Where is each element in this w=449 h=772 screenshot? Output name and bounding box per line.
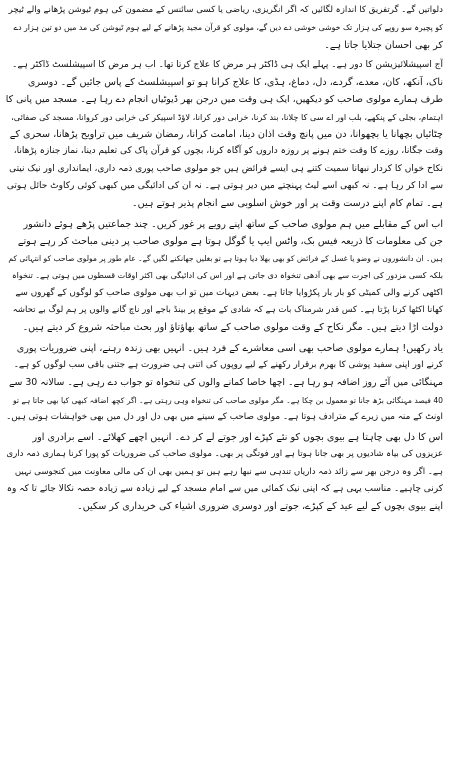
paragraph-tuition-comparison [6, 2, 443, 54]
text-line: 40 فیصد مہنگائی بڑھ جانا تو معمول بن چکا ہے۔ مگر مولوی صاحب کی تنخواہ وہی رہتی ہے۔ اگر کچھ اضافہ کبھی کیا بھی جاتا ہے تو [12, 395, 443, 405]
text-line: آج اسپیشلائیزیشن کا دور ہے۔ پہلے ایک ہی ڈاکٹر ہر مرض کا علاج کرتا تھا۔ اب ہر مرض کا اسپیشلسٹ ڈاکٹر ہے۔ [12, 59, 443, 70]
paragraph-attitude [6, 216, 443, 337]
text-line: اونٹ کے منہ میں زیرے کے مترادف ہوتا ہے۔ مولوی صاحب کے سینے میں بھی دل اور دل میں بھی خواہشات ہوتی ہیں۔ [6, 411, 443, 422]
paragraph-responsibility [6, 429, 443, 515]
paragraph-specialization [6, 57, 443, 213]
text-line: سے ادا کر رہا ہے۔ نہ کبھی اسے لیٹ پہنچتے میں دیر ہوتی ہے۔ نہ ان کی ادائیگی میں کبھی کوئی رکاوٹ حائل ہوتی [6, 180, 443, 191]
text-line: اب اس کے مقابلے میں ہم مولوی صاحب کے ساتھ اپنے رویے پر غور کریں۔ چند جماعتیں پڑھے ہوئے دانشور [23, 218, 443, 230]
text-line: دولت اڑا دیتے ہیں۔ مگر نکاح کے وقت مولوی صاحب کے ساتھ بھاؤتاؤ اور بحث مباحثہ شروع کر دیتے ہیں۔ [22, 322, 443, 334]
text-line: اہتمام، بجلی کے پنکھے، بلب اور اے سی کا چلانا، بند کرنا، خرابی دور کرانا، لاؤڈ اسپیکر کی خرابی دور کروانا، مسجد کی صفائی، [11, 111, 443, 122]
text-line: اس کا دل بھی چاہتا ہے بیوی بچوں کو نئے کپڑے اور جوتے لے کر دے۔ انہیں اچھے کھلائے۔ اسے برادری اور [32, 432, 443, 444]
text-line: کھانا اکٹھا کرنا پڑتا ہے۔ کس قدر شرمناک بات ہے کہ شادی کے موقع پر بینڈ باجے اور ناچ گانے والوں پر ہم لوگ بے تحاشہ [12, 305, 443, 316]
text-line: ہے۔ اگر وہ درجن بھر سے زائد ذمہ داریاں تندہی سے نبھا رہے ہیں تو ہمیں بھی ان کی مالی معاونت میں کنجوسی نہیں [14, 466, 443, 477]
text-line: وقت جگانا، روزے کا وقت ختم ہونے پر روزہ داروں کو آگاہ کرنا، بچوں کو قرآن پاک کی تعلیم دینا، نماز جنازہ پڑھانا، [13, 146, 443, 157]
text-line: عزیزوں کی بیاہ شادیوں پر بھی جانا ہوتا ہے اور فوتگی پر بھی۔ مولوی صاحب کی ضروریات کو پورا کرنا ہماری ذمہ داری [6, 449, 443, 460]
text-line: مہنگائی میں آئے روز اضافہ ہو رہا ہے۔ اچھا خاصا کمانے والوں کی تنخواہ تو جواب دے رہی ہے۔ سالانہ 30 سے [8, 377, 443, 389]
text-line: دلواتیں گے۔ گرتفریق کا اندازہ لگائیں کہ اگر انگریزی، ریاضی یا کسی سائنس کے مضمون کی ہوم ٹیوشن پڑھانے والے ٹیچر [8, 5, 443, 15]
text-line: اکٹھی کرنے والی کمیٹی کو بار بار پکڑوایا جاتا ہے۔ بعض دیہات میں تو اب بھی مولوی صاحب کو لوگوں کے گھروں سے [15, 287, 443, 298]
text-line: چٹائیاں بچھانا یا بچھوانا، دن میں پانچ وقت اذان دینا، امامت کرانا، رمضان شریف میں تراویح پڑھانا، سحری کے [9, 129, 443, 141]
text-line: کرنے اور اپنی سفید پوشی کا بھرم برقرار رکھنے کے لیے روپوں کی اتنی ہی ضرورت ہے جتنی باقی سب لوگوں کو ہے۔ [13, 359, 443, 370]
paragraph-inflation [6, 340, 443, 426]
text-line: ہیں۔ ان دانشوروں نے وضو یا غسل کے فرائض کو بھی بھلا دیا ہوتا ہے تو بغلیں جھانکنے لگیں گے۔ عام طور پر مولوی صاحب کو انتہائی کم [8, 254, 443, 264]
text-line: کرنی چاہیے۔ مناسب یہی ہے کہ اپنی نیک کمائی میں سے امام مسجد کے لیے زیادہ سے زیادہ حصہ نکالا جائے تا کہ وہ [6, 484, 443, 495]
text-line: جن کی معلومات کا ذریعہ فیس بک، واٹس ایپ یا گوگل ہوتا ہے مولوی صاحب پر دینی مباحث کر رہے ہوتے [17, 235, 443, 247]
text-line: کو پچیرہ سو روپے کی ہزار تک خوشی خوشی دے دیں گے، مولوی کو قرآن مجید پڑھانے کے لیے ہوم ٹیوشن کی مد میں دو تین ہزار دے [13, 23, 443, 33]
text-line: کر بھی احسان جتلایا جاتا ہے۔ [324, 39, 443, 51]
text-line: ہے۔ تمام کام اپنے درست وقت پر اور خوش اسلوبی سے انجام پذیر ہوتے ہیں۔ [132, 198, 443, 210]
text-line: یاد رکھیں! ہمارے مولوی صاحب بھی اسی معاشرے کے فرد ہیں۔ انہیں بھی زندہ رہنے، اپنی ضروریات پوری [16, 342, 443, 354]
text-line: ناک، آنکھ، کان، معدے، گردے، دل، دماغ، ہڈی، کا علاج کرانا ہو تو اسپیشلسٹ کے پاس جائیں گے۔ دوسری [27, 77, 443, 89]
text-line: اپنے بیوی بچوں کے لیے عید کے کپڑے، جوتے اور دوسری ضروری اشیاء کی خریداری کر سکیں۔ [77, 501, 443, 513]
text-line: بلکہ کسی مزدور کی اجرت سے بھی آدھی تنخواہ دی جاتی ہے اور اس کی ادائیگی بھی اکثر اوقات قسطوں میں ہوتی ہے۔ تنخواہ [11, 271, 443, 281]
text-line: نکاح خواں کا کردار نبھانا سمیت کتنے ہی ایسے فرائض ہیں جو مولوی صاحب پوری ذمہ داری، ایمانداری اور نیک نیتی [9, 163, 443, 174]
text-line: طرف ہمارے مولوی صاحب کو دیکھیں، ایک ہی وقت میں درجن بھر ڈیوٹیاں انجام دے رہا ہے۔ مسجد میں پانی کا [6, 94, 443, 106]
